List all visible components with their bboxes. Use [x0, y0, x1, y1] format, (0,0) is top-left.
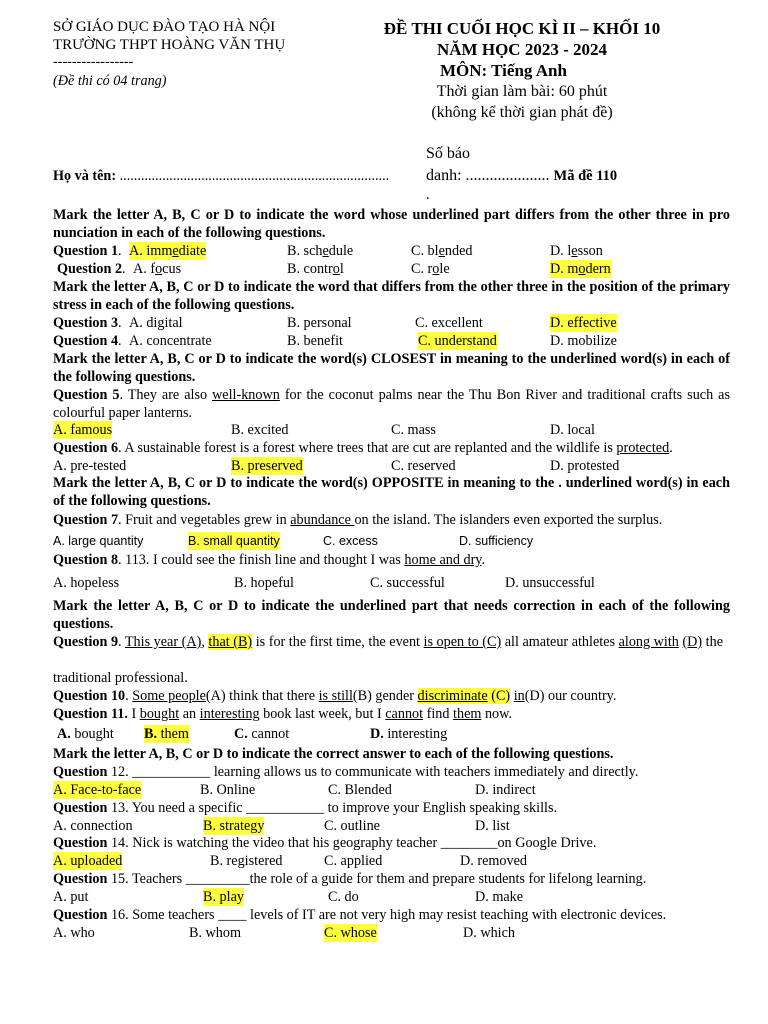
q1-option-d[interactable]: D. lesson — [550, 243, 603, 259]
q12-option-b[interactable]: B. Online — [200, 782, 256, 798]
question-7-stem: Question 7. Fruit and vegetables grew in abundance on the island. The islanders even exported the surplus. — [53, 512, 663, 528]
question-2: Question 2. A. focus B. control C. role D. modern — [53, 260, 743, 278]
question-1: Question 1. A. immediate B. schedule C. blended D. lesson — [53, 243, 603, 259]
question-16-stem: Question 16. Some teachers ____ levels of IT are not very high may resist teaching with electronic devices. — [53, 907, 667, 923]
q6-option-d[interactable]: D. protested — [550, 458, 620, 474]
question-5-stem: Question 5. They are also well-known for the coconut palms near the Thu Bon River and traditional crafts such as colourful paper lanterns. — [53, 387, 730, 421]
section-pronunciation: Mark the letter A, B, C or D to indicate the word whose underlined part differs from the other three in pro nunciation in each of the following questions. — [53, 207, 730, 241]
question-11-options — [53, 725, 743, 743]
page-count-note: (Đề thi có 04 trang) — [53, 73, 167, 89]
q16-option-b[interactable]: B. whom — [189, 925, 242, 941]
q7-option-c[interactable]: C. excess — [323, 534, 378, 548]
q8-option-c[interactable]: C. successful — [370, 575, 445, 591]
q3-option-d[interactable]: D. effective — [550, 315, 617, 331]
q2-option-c[interactable]: C. role — [411, 261, 450, 277]
sbd-label: Số báo — [426, 145, 470, 162]
q5-option-c[interactable]: C. mass — [391, 422, 436, 438]
q13-option-d[interactable]: D. list — [475, 818, 510, 834]
q7-option-a[interactable]: A. large quantity — [53, 534, 144, 548]
q16-option-d[interactable]: D. which — [463, 925, 516, 941]
q6-option-b[interactable]: B. preserved — [231, 458, 303, 474]
stray-dot: . — [426, 187, 430, 203]
sbd-dots: danh: ..................... — [426, 167, 550, 184]
q11-option-d[interactable]: D. interesting — [370, 726, 448, 742]
q8-option-a[interactable]: A. hopeless — [53, 575, 120, 591]
q13-option-b[interactable]: B. strategy — [203, 818, 265, 834]
q6-option-a[interactable]: A. pre-tested — [53, 458, 127, 474]
question-12-stem: Question 12. ___________ learning allows us to communicate with teachers immediately and directly. — [53, 764, 639, 780]
q16-option-a[interactable]: A. who — [53, 925, 95, 941]
q2-option-d[interactable]: D. modern — [550, 261, 611, 277]
q13-option-a[interactable]: A. connection — [53, 818, 133, 834]
question-14-stem: Question 14. Nick is watching the video that his geography teacher ________on Google Drive. — [53, 835, 597, 851]
q11-option-a[interactable]: A. bought — [57, 726, 114, 742]
q14-option-d[interactable]: D. removed — [460, 853, 527, 869]
section-stress: Mark the letter A, B, C or D to indicate the word that differs from the other three in the position of the primary stress in each of the following questions. — [53, 279, 730, 313]
question-14-options — [53, 852, 743, 870]
q2-option-a[interactable]: A. focus — [133, 261, 182, 277]
question-5-options — [53, 421, 743, 439]
school-name: TRƯỜNG THPT HOÀNG VĂN THỤ — [53, 37, 286, 53]
student-name-line — [53, 167, 389, 185]
q4-option-c[interactable]: C. understand — [418, 333, 497, 349]
q7-option-d[interactable]: D. sufficiency — [459, 534, 534, 548]
q8-option-d[interactable]: D. unsuccessful — [505, 575, 595, 591]
q7-option-b[interactable]: B. small quantity — [188, 534, 280, 548]
question-8-stem: Question 8. 113. I could see the finish line and thought I was home and dry. — [53, 552, 486, 568]
q14-option-b[interactable]: B. registered — [210, 853, 283, 869]
name-dots: ............................................................................ — [116, 168, 390, 184]
question-15-stem: Question 15. Teachers _________the role of a guide for them and prepare students for lifelong learning. — [53, 871, 647, 887]
q12-option-d[interactable]: D. indirect — [475, 782, 536, 798]
q4-option-d[interactable]: D. mobilize — [550, 333, 617, 349]
school-department: SỞ GIÁO DỤC ĐÀO TẠO HÀ NỘI — [53, 19, 276, 35]
time-limit: Thời gian làm bài: 60 phút — [436, 83, 608, 100]
q15-option-c[interactable]: C. do — [328, 889, 359, 905]
question-7-options — [53, 532, 743, 550]
q11-option-b[interactable]: B. them — [144, 726, 189, 742]
header-dashes: ----------------- — [53, 54, 134, 70]
question-11: Question 11. I bought an interesting book last week, but I cannot find them now. — [53, 706, 513, 722]
q16-option-c[interactable]: C. whose — [324, 925, 377, 941]
q11-option-c[interactable]: C. cannot — [234, 726, 290, 742]
question-label: Question 3 — [53, 315, 119, 331]
subject: MÔN: Tiếng Anh — [440, 61, 567, 80]
question-13-options — [53, 817, 743, 835]
question-16-options — [53, 924, 743, 942]
q1-option-b[interactable]: B. schedule — [287, 243, 354, 259]
q14-option-c[interactable]: C. applied — [324, 853, 383, 869]
section-correct-answer: Mark the letter A, B, C or D to indicate the correct answer to each of the following questions. — [53, 746, 614, 762]
q4-option-a[interactable]: A. concentrate — [129, 333, 212, 349]
question-8-options — [53, 574, 743, 592]
question-13-stem: Question 13. You need a specific ___________ to improve your English speaking skills. — [53, 800, 558, 816]
q12-option-a[interactable]: A. Face-to-face — [53, 782, 142, 798]
question-label: Question 4 — [53, 333, 119, 349]
question-3: Question 3. A. digital B. personal C. excellent D. effective — [53, 315, 617, 331]
section-closest-meaning: Mark the letter A, B, C or D to indicate the word(s) CLOSEST in meaning to the underlined word(s) in each of the following questions. — [53, 351, 730, 385]
section-opposite-meaning: Mark the letter A, B, C or D to indicate the word(s) OPPOSITE in meaning to the . underlined word(s) in each of the following questions. — [53, 475, 730, 509]
q13-option-c[interactable]: C. outline — [324, 818, 380, 834]
sbd-line — [426, 167, 617, 185]
question-15-options — [53, 888, 743, 906]
q3-option-a[interactable]: A. digital — [129, 315, 183, 331]
question-9-continued: traditional professional. — [53, 670, 188, 686]
question-6-stem: Question 6. A sustainable forest is a forest where trees that are cut are replanted and the wildlife is protected. — [53, 440, 673, 456]
school-year: NĂM HỌC 2023 - 2024 — [437, 40, 607, 59]
q6-option-c[interactable]: C. reserved — [391, 458, 456, 474]
question-9: Question 9. This year (A), that (B) is for the first time, the event is open to (C) all amateur athletes along with (D) the — [53, 634, 724, 650]
question-4: Question 4. A. concentrate B. benefit C. understand D. mobilize — [53, 333, 617, 349]
q5-option-a[interactable]: A. famous — [53, 422, 113, 438]
q8-option-b[interactable]: B. hopeful — [234, 575, 294, 591]
question-6-options — [53, 457, 743, 475]
q15-option-b[interactable]: B. play — [203, 889, 244, 905]
section-error-correction: Mark the letter A, B, C or D to indicate the underlined part that needs correction in each of the following questions. — [53, 598, 730, 632]
exam-title: ĐỀ THI CUỐI HỌC KÌ II – KHỐI 10 — [383, 19, 661, 38]
q3-option-b[interactable]: B. personal — [287, 315, 352, 331]
question-label: Question 2 — [57, 261, 123, 277]
q1-option-a[interactable]: A. immediate — [129, 243, 207, 259]
question-10: Question 10. Some people(A) think that there is still(B) gender discriminate (C) in(D) our country. — [53, 688, 617, 704]
q2-option-b[interactable]: B. control — [287, 261, 344, 277]
time-note: (không kể thời gian phát đề) — [431, 104, 613, 121]
q14-option-a[interactable]: A. uploaded — [53, 853, 123, 869]
q15-option-a[interactable]: A. put — [53, 889, 89, 905]
question-label: Question 1 — [53, 243, 119, 259]
exam-title-block — [372, 18, 672, 123]
q3-option-c[interactable]: C. excellent — [415, 315, 483, 331]
question-12-options — [53, 781, 743, 799]
q5-option-d[interactable]: D. local — [550, 422, 595, 438]
q5-option-b[interactable]: B. excited — [231, 422, 289, 438]
q15-option-d[interactable]: D. make — [475, 889, 524, 905]
q4-option-b[interactable]: B. benefit — [287, 333, 343, 349]
name-label: Họ và tên: — [53, 168, 117, 184]
exam-code: Mã đề 110 — [553, 168, 618, 184]
q1-option-c[interactable]: C. blended — [411, 243, 473, 259]
q12-option-c[interactable]: C. Blended — [328, 782, 392, 798]
